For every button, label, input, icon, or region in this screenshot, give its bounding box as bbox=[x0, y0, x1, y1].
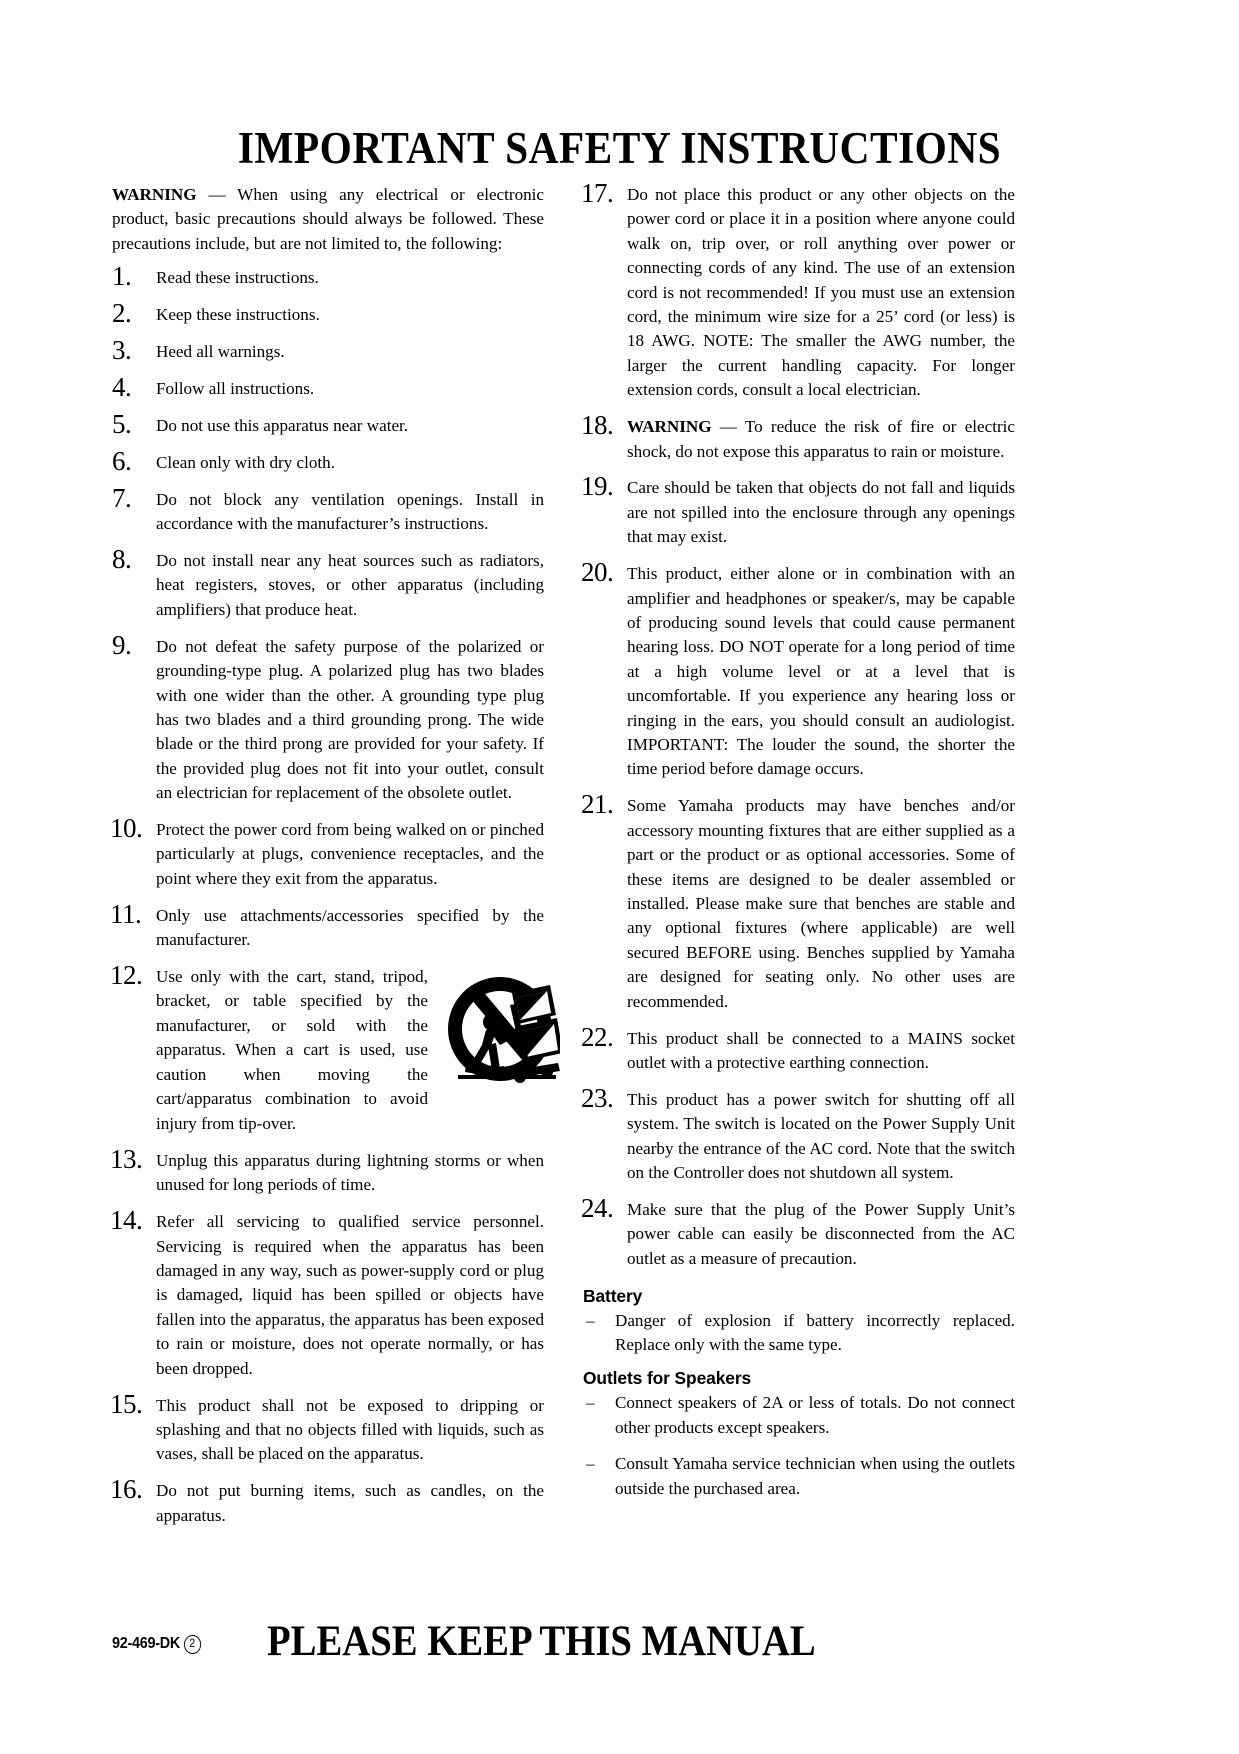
item-number: 22. bbox=[581, 1021, 614, 1052]
item-number: 15. bbox=[110, 1388, 143, 1419]
list-item bbox=[112, 543, 544, 622]
list-item bbox=[581, 1021, 1015, 1076]
list-item bbox=[581, 557, 1015, 782]
list-item bbox=[583, 1391, 1015, 1440]
item-text: Read these instructions. bbox=[156, 268, 319, 288]
list-item bbox=[110, 1474, 544, 1528]
item-text-group bbox=[627, 415, 1015, 464]
circled-revision-number: 2 bbox=[184, 1635, 201, 1654]
item-number: 18. bbox=[581, 410, 614, 441]
list-item bbox=[112, 371, 544, 402]
item-number: 3. bbox=[112, 335, 132, 366]
list-item bbox=[112, 298, 544, 329]
item-number: 11. bbox=[110, 898, 142, 929]
list-item bbox=[112, 629, 544, 806]
list-item bbox=[112, 261, 544, 292]
item-text: Unplug this apparatus during lightning storms or when unused for long periods of time. bbox=[156, 1150, 544, 1195]
item-number: 24. bbox=[581, 1192, 614, 1223]
list-item bbox=[583, 1309, 1015, 1358]
item-text: Follow all instructions. bbox=[156, 378, 315, 398]
list-item bbox=[581, 1082, 1015, 1186]
list-item bbox=[112, 445, 544, 476]
list-item bbox=[583, 1452, 1015, 1501]
right-column bbox=[581, 178, 1015, 1503]
item-number: 23. bbox=[581, 1082, 614, 1113]
document-code-text: 92-469-DK bbox=[112, 1635, 181, 1652]
item-text: Do not defeat the safety purpose of the polarized or grounding-type plug. A polarized plug has two blades with one wider than the other. A grounding type plug has two blades and a third grounding prong. The wide blade or the third prong are provided for your safety. If the provided plug does not fit into your outlet, consult an electrician for replacement of the obsolete outlet. bbox=[156, 636, 544, 803]
item-text: Refer all servicing to qualified service personnel. Servicing is required when the apparatus has been damaged in any way, such as power-supply cord or plug is damaged, liquid has been spilled or objects have fallen into the apparatus, the apparatus has been exposed to rain or moisture, does not operate normally, or has been dropped. bbox=[156, 1212, 544, 1378]
list-item bbox=[110, 1143, 544, 1198]
list-item bbox=[110, 813, 544, 891]
item-text: Connect speakers of 2A or less of totals. Do not connect other products except speakers. bbox=[615, 1393, 1015, 1437]
item-number: 20. bbox=[581, 557, 614, 588]
item-number: 7. bbox=[112, 482, 132, 513]
warning-intro-paragraph bbox=[112, 183, 544, 256]
item-number: 12. bbox=[110, 960, 143, 991]
item-text: This product, either alone or in combination with an amplifier and headphones or speaker/s, may be capable of producing sound levels that could cause permanent hearing loss. DO NOT operate for a long period of time at a high volume level or at a level that is uncomfortable. If you experience any hearing loss or ringing in the ears, you should consult an audiologist. IMPORTANT: The louder the sound, the shorter the time period before damage occurs. bbox=[627, 564, 1015, 779]
warning-intro-text: — When using any electrical or electronic product, basic precautions should always be followed. These precautions include, but are not limited to, the following: bbox=[112, 185, 544, 253]
item-text: Danger of explosion if battery incorrectly replaced. Replace only with the same type. bbox=[615, 1310, 1015, 1355]
battery-section-heading: Battery bbox=[583, 1285, 643, 1306]
item-number: 13. bbox=[110, 1143, 143, 1174]
left-column bbox=[112, 183, 544, 1541]
item-number: 5. bbox=[112, 408, 132, 439]
item-number: 16. bbox=[110, 1474, 143, 1505]
list-item bbox=[581, 1192, 1015, 1271]
list-item bbox=[581, 789, 1015, 1014]
item-number: 6. bbox=[112, 445, 132, 476]
item-number: 2. bbox=[112, 298, 132, 329]
item-number: 10. bbox=[110, 813, 143, 844]
item-text: This product shall be connected to a MAINS socket outlet with a protective earthing connection. bbox=[627, 1028, 1015, 1072]
dash-bullet-icon: – bbox=[586, 1454, 595, 1474]
item-text: Clean only with dry cloth. bbox=[156, 452, 335, 472]
list-item bbox=[110, 960, 544, 1136]
list-item bbox=[110, 1205, 544, 1381]
warning-lead-label: WARNING bbox=[627, 417, 712, 437]
item-number: 8. bbox=[112, 543, 132, 574]
item-number: 1. bbox=[112, 261, 132, 292]
warning-lead-label: WARNING bbox=[112, 185, 197, 204]
item-text: Only use attachments/accessories specified by the manufacturer. bbox=[156, 905, 544, 950]
item-text: Use only with the cart, stand, tripod, bracket, or table specified by the manufacturer, or sold with the apparatus. When a cart is used, use caution when moving the cart/apparatus combination to avoid injury from tip-over. bbox=[156, 967, 428, 1133]
list-item bbox=[581, 410, 1015, 464]
dash-bullet-icon: – bbox=[586, 1310, 595, 1330]
item-text: Some Yamaha products may have benches and/or accessory mounting fixtures that are either supplied as a part or the product or as optional accessories. Some of these items are designed to be dealer assembled or installed. Please make sure that benches are stable and any optional fixtures (where applicable) are well secured BEFORE using. Benches supplied by Yamaha are designed for seating only. No other uses are recommended. bbox=[627, 796, 1015, 1011]
item-number: 21. bbox=[581, 789, 614, 820]
list-item bbox=[112, 482, 544, 537]
item-number: 17. bbox=[581, 178, 614, 208]
list-item bbox=[581, 471, 1015, 549]
document-code bbox=[112, 1635, 201, 1654]
item-text: Do not use this apparatus near water. bbox=[156, 415, 409, 435]
item-text: Keep these instructions. bbox=[156, 305, 320, 325]
item-text: Protect the power cord from being walked on or pinched particularly at plugs, convenience receptacles, and the point where they exit from the apparatus. bbox=[156, 820, 544, 888]
list-item bbox=[110, 1388, 544, 1467]
list-item bbox=[110, 898, 544, 953]
item-number: 9. bbox=[112, 629, 132, 660]
item-text: Do not place this product or any other objects on the power cord or place it in a position where anyone could walk on, trip over, or roll anything over power or connecting cords of any kind. The use of an extension cord is not recommended! If you must use an extension cord, the minimum wire size for a 25’ cord (or less) is 18 AWG. NOTE: The smaller the AWG number, the larger the current handling capacity. For longer extension cords, consult a local electrician. bbox=[627, 185, 1015, 400]
item-text: — To reduce the risk of fire or electric shock, do not expose this apparatus to rain or moisture. bbox=[627, 417, 1015, 461]
item-text: Care should be taken that objects do not fall and liquids are not spilled into the enclosure through any openings that may exist. bbox=[627, 478, 1015, 547]
item-text: Do not block any ventilation openings. Install in accordance with the manufacturer’s instructions. bbox=[156, 489, 544, 534]
list-item bbox=[112, 335, 544, 366]
item-text: Do not install near any heat sources such as radiators, heat registers, stoves, or other apparatus (including amplifiers) that produce heat. bbox=[156, 550, 544, 619]
cart-tip-over-warning-icon bbox=[446, 971, 560, 1089]
list-item bbox=[112, 408, 544, 439]
keep-manual-notice: PLEASE KEEP THIS MANUAL bbox=[267, 1618, 816, 1665]
item-number: 19. bbox=[581, 471, 614, 502]
item-text: Do not put burning items, such as candles, on the apparatus. bbox=[156, 1481, 544, 1525]
item-text: Make sure that the plug of the Power Supply Unit’s power cable can easily be disconnected from the AC outlet as a measure of precaution. bbox=[627, 1199, 1015, 1268]
outlets-section-heading: Outlets for Speakers bbox=[583, 1368, 752, 1389]
page-title: IMPORTANT SAFETY INSTRUCTIONS bbox=[237, 123, 1002, 174]
item-text: Consult Yamaha service technician when using the outlets outside the purchased area. bbox=[615, 1454, 1015, 1498]
item-text: This product has a power switch for shutting off all system. The switch is located on the Power Supply Unit nearby the entrance of the AC cord. Note that the switch on the Controller does not shutdown all system. bbox=[627, 1089, 1015, 1183]
item-text: This product shall not be exposed to dripping or splashing and that no objects filled with liquids, such as vases, shall be placed on the apparatus. bbox=[156, 1395, 544, 1464]
list-item bbox=[581, 178, 1015, 403]
item-number: 14. bbox=[110, 1205, 143, 1236]
page-footer bbox=[112, 1616, 1122, 1676]
dash-bullet-icon: – bbox=[586, 1393, 595, 1413]
item-number: 4. bbox=[112, 371, 132, 402]
item-text: Heed all warnings. bbox=[156, 342, 285, 362]
